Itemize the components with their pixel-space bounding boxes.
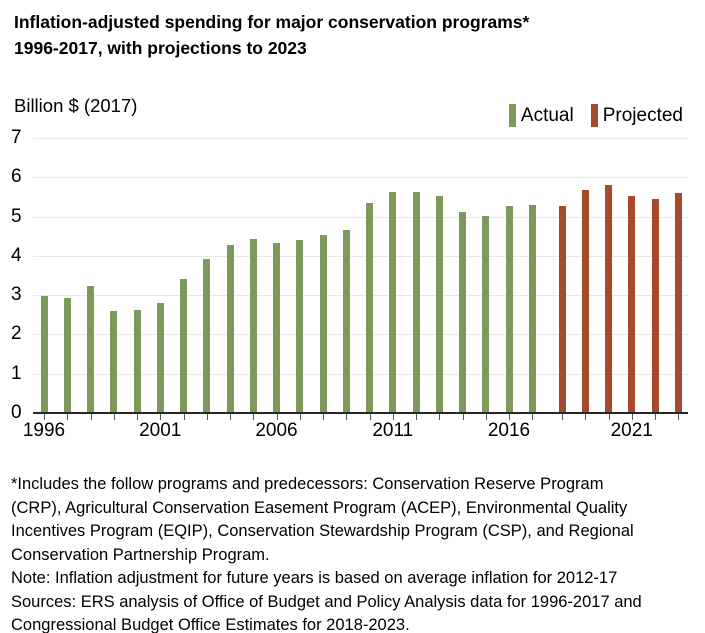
x-tick-2004 — [230, 414, 231, 420]
gridline-y-3 — [33, 295, 688, 296]
bar-2001 — [157, 303, 164, 412]
legend — [509, 104, 683, 127]
x-tick-label-2021: 2021 — [610, 420, 653, 441]
bar-2007 — [296, 240, 303, 412]
bar-2015 — [482, 216, 489, 412]
x-tick-2009 — [346, 414, 347, 420]
bar-2008 — [320, 235, 327, 412]
bar-2022 — [652, 199, 659, 412]
bar-2021 — [628, 196, 635, 412]
x-tick-2003 — [207, 414, 208, 420]
gridline-y-5 — [33, 217, 688, 218]
bar-1999 — [110, 311, 117, 412]
footnote — [11, 473, 642, 633]
bar-chart-plot-area — [33, 138, 688, 413]
legend-label-actual: Actual — [520, 105, 574, 126]
x-axis-line — [33, 412, 688, 414]
legend-item-projected — [591, 104, 683, 127]
bar-2023 — [675, 193, 682, 412]
x-tick-2014 — [463, 414, 464, 420]
bar-2010 — [366, 203, 373, 412]
x-tick-1999 — [114, 414, 115, 420]
bar-2019 — [582, 190, 589, 412]
x-tick-label-2006: 2006 — [255, 420, 298, 441]
footnote-line-2: (CRP), Agricultural Conservation Easement Program (ACEP), Environmental Quality — [11, 498, 628, 517]
y-axis-unit-label: Billion $ (2017) — [14, 95, 138, 116]
x-tick-2013 — [439, 414, 440, 420]
footnote-line-5: Note: Inflation adjustment for future years is based on average inflation for 2012-17 — [11, 569, 618, 587]
legend-swatch-projected — [591, 104, 598, 127]
bar-1996 — [41, 296, 48, 412]
bar-2018 — [559, 206, 566, 412]
bar-2004 — [227, 245, 234, 412]
y-tick-label-7: 7 — [11, 127, 22, 148]
x-tick-2019 — [585, 414, 586, 420]
gridline-y-1 — [33, 374, 688, 375]
x-tick-label-2001: 2001 — [139, 420, 182, 441]
bar-2014 — [459, 212, 466, 412]
legend-swatch-actual — [509, 104, 516, 127]
bar-2005 — [250, 239, 257, 412]
x-tick-label-1996: 1996 — [22, 420, 66, 441]
bar-2002 — [180, 279, 187, 412]
bar-2017 — [529, 205, 536, 412]
y-tick-label-6: 6 — [11, 166, 22, 188]
bar-2000 — [134, 310, 141, 412]
x-tick-1998 — [91, 414, 92, 420]
y-tick-label-5: 5 — [11, 205, 22, 227]
bar-2009 — [343, 230, 350, 412]
footnote-line-1: *Includes the follow programs and predecessors: Conservation Reserve Program — [11, 475, 604, 493]
gridline-y-2 — [33, 334, 688, 335]
footnote-line-7: Congressional Budget Office Estimates for 2018-2023. — [11, 616, 410, 633]
bar-2003 — [203, 259, 210, 412]
legend-label-projected: Projected — [602, 105, 683, 126]
footnote-line-3: Incentives Program (EQIP), Conservation Stewardship Program (CSP), and Regional — [11, 522, 634, 540]
footnote-line-4: Conservation Partnership Program. — [11, 545, 270, 564]
chart-title — [14, 9, 529, 61]
bar-2012 — [413, 192, 420, 412]
gridline-y-7 — [33, 138, 688, 139]
x-tick-2018 — [562, 414, 563, 420]
chart-title-line1: Inflation-adjusted spending for major conservation programs* — [14, 12, 530, 32]
y-tick-label-1: 1 — [11, 362, 22, 384]
x-tick-label-2016: 2016 — [487, 420, 531, 441]
bar-2020 — [605, 185, 612, 412]
chart-title-line2: 1996-2017, with projections to 2023 — [14, 38, 307, 58]
bar-2016 — [506, 206, 513, 412]
x-tick-label-2011: 2011 — [372, 420, 414, 441]
x-tick-2023 — [678, 414, 679, 420]
bar-2011 — [389, 192, 396, 412]
footnote-line-6: Sources: ERS analysis of Office of Budget and Policy Analysis data for 1996-2017 and — [11, 592, 642, 611]
y-tick-label-0: 0 — [11, 402, 22, 423]
bar-1997 — [64, 298, 71, 412]
y-tick-label-4: 4 — [11, 244, 22, 266]
gridline-y-4 — [33, 256, 688, 257]
y-tick-label-2: 2 — [11, 323, 22, 345]
gridline-y-6 — [33, 177, 688, 178]
bar-1998 — [87, 286, 94, 412]
bar-2013 — [436, 196, 443, 412]
bar-2006 — [273, 243, 280, 412]
x-tick-2008 — [323, 414, 324, 420]
legend-item-actual — [509, 104, 574, 127]
y-tick-label-3: 3 — [11, 284, 22, 306]
